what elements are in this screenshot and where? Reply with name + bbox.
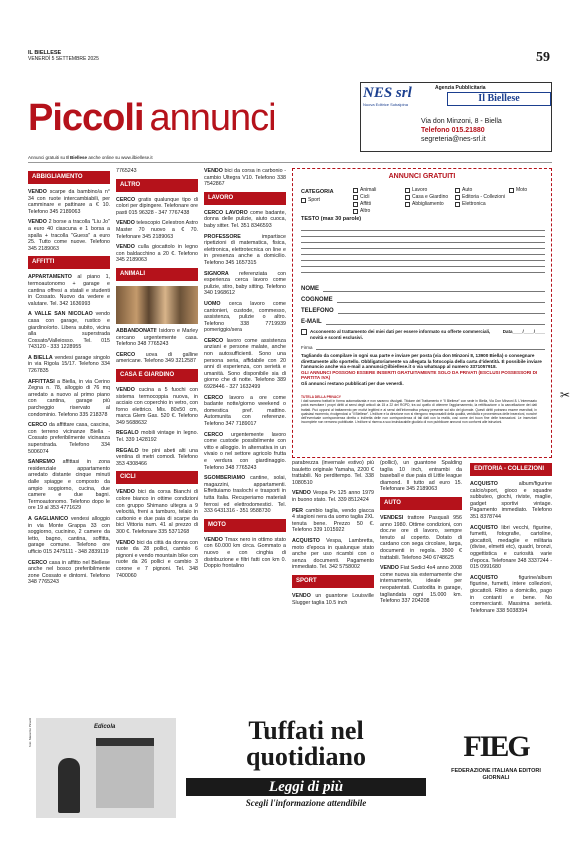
list-item: VENDESI trattore Pasquali 956 anno 1980. Ottime condizioni, con doc.ne ore di lavoro, sempre tenuto al coperto. Dotato di cardano con sega circolare, larga, documenti in regola. 3500 € trattabili. Telefono 340 6748625 [380,514,462,561]
section-sport: SPORT [292,575,374,588]
list-item: CERCO urgentemente lavoro come custode possibilmente con vitto e alloggio. In alternativa in un vivaio o nel settore agricolo frutta e verdura con giardinaggio. Telefono 348 7765243 [204,431,286,471]
section-animali: ANIMALI [116,268,198,281]
instructions-duration: Gli annunci restano pubblicati per due venerdì. [301,380,404,386]
tagline-bold: Il Biellese [66,155,88,160]
signature-field[interactable]: Firma [301,345,545,350]
newsstand-illustration [36,718,176,818]
scissors-icon: ✂ [560,388,571,402]
issue-date: VENERDÌ 5 SETTEMBRE 2025 [28,56,99,62]
list-item: CERCO LAVORO come badante, donna delle pulizie, aiuto cuoca, baby sitter. Tel. 351 8346593 [204,209,286,229]
person-silhouette [58,758,80,813]
list-item: CERCO casa in affitto nel Biellese anche nel bosco preferibilmente zone Cossato e dintorni. Telefono 348 7765243 [28,559,110,586]
category-checkbox-sport[interactable]: Sport [301,197,320,203]
kiosk-shape [96,738,154,808]
section-casa-giardino: CASA E GIARDINO [116,369,198,382]
date-label: Data____/____/____ [502,329,545,334]
list-item: ABBANDONATI! Isidoro e Marley cercano urgentemente casa. Telefono 348 7765243 [116,327,198,348]
column-6 [470,460,552,618]
list-item: VENDO un guantone Louisville Slugger taglia 10.5 inch [292,592,374,606]
privacy-notice [301,395,537,424]
section-altro: ALTRO [116,179,198,192]
contact-fields [301,281,545,325]
column-4 [292,460,374,610]
coupon-title: ANNUNCI GRATUITI [388,173,456,180]
agency-address: Via don Minzoni, 8 - Biella [421,118,502,125]
fieg-banner [28,710,552,825]
list-item: REGALO mobili vintage in legno. Tel. 339 1428192 [116,430,198,444]
category-checkbox-altro[interactable]: Altro [353,208,403,214]
agency-phone: Telefono 015.21880 [421,127,485,134]
category-checkbox-affitti[interactable]: Affitti [353,201,403,207]
agency-email: segreteria@nes-srl.it [421,136,486,143]
fieg-name: FEDERAZIONE ITALIANA EDITORI GIORNALI [451,768,541,781]
section-editoria: EDITORIA - COLLEZIONI [470,463,552,476]
tagline-post: anche online su www.ilbiellese.it [88,155,153,160]
list-item: CERCO lavoro come assistenza anziani e persone malate, anche non autosufficienti. Sono una persona seria, affidabile con 20 anni di esperienza, con serietà e umanità. Sono disponibile sia di giorno che di notte. Telefono 389 6928446 - 327 1632499 [204,337,286,391]
column-5 [380,460,462,609]
category-label: CATEGORIA [301,189,334,195]
list-item: ACQUISTO libri vecchi, figurine, fumetti, fotografie, cartoline, giocattoli, medaglie e militaria (divise, elmetti etc), quadri, bronzi, oggettistica e curiosità varie d'epoca. Telefonare 348 3337244 - 015 0991680 [470,524,552,571]
instructions-text: Tagliando da compilare in ogni sua parte e inviare per posta (via don Minzoni 8, 13900 Biella) o consegnare direttamente allo sportello. Obbligatoriamente va allegata la fotocopia della carta d'identità. È possibile inviare l'annuncio anche via e-mail a annunci@ilbiellese.it o via whatsapp al numero 3371057918. [301,353,542,370]
tagline [28,155,153,160]
list-item: ACQUISTO figurine/album figurine, fumetti, intere collezioni, giocattoli. Ritiro a domicilio, pago in contanti e bene. No commercianti. Massima serietà. Telefonare 338 5038394 [470,574,552,614]
category-checkbox-animali[interactable]: Animali [353,187,403,193]
list-item: UOMO cerca lavoro come cantonieri, custode, commesso, assistenza, pulizie o altro. Telefono 338 7719939 pomeriggio/sera [204,300,286,334]
list-item: VENDO culla giocattolo in legno con baldacchino a 20 €. Telefono 345 2189063 [116,244,198,264]
fieg-mark: FIEG [463,730,529,763]
instructions-private-only: GLI ANNUNCI POSSONO ESSERE INSERITI GRATUITAMENTE SOLO DA PRIVATI (ESCLUSI POSSESSORI DI PARTITA IVA) [301,369,538,381]
fieg-logo [446,730,546,782]
consent-checkbox[interactable] [301,329,307,335]
list-item: VENDO cucina a 5 fuochi con sistema termocoppia nuova, in acciaio con coperchio in vetro, con forno elettrico. Mis. 80x50 cm, marca Glem Gas. 520 €. Telefono 349 5688632 [116,386,198,426]
column-2 [116,168,198,583]
list-item: A BIELLA vendesi garage singolo in via Rigola 15/17. Telefono 334 7267835 [28,354,110,375]
list-item: A GAGLIANICO vendesi alloggio in via Monte Grappa 33 con soggiorno, cucinino, 2 camere da letto, bagno, cantina, soffitta, garage comune. Telefono ore ufficio 015 2475111 - 348 2839119 [28,515,110,555]
list-item: CERCO da affittare casa, cascina, con terreno vicinanze Biella - Cossato preferibilmente vicinanza superstrada. Telefono 334 5006074 [28,422,110,455]
banner-headline: Tuffati nel quotidiano [246,716,366,771]
section-moto: MOTO [204,519,286,532]
section-lavoro: LAVORO [204,192,286,205]
header-rule [28,162,552,163]
list-item: ACQUISTO Vespa, Lambretta, moto d'epoca in qualunque stato anche per uso ricambi con o senza documenti. Pagamento immediato. Tel. 342 5758002 [292,537,374,571]
title-bold: Piccoli [28,97,144,139]
list-item: REGALO tre pini abeti alti una ventina di metri comodi. Telefono 353 4308466 [116,447,198,467]
list-item: CERCO lavoro a ore come badante notte/giorno weekend o domestica pref. mattino. Automunita con referenze. Telefono 347 7189017 [204,394,286,427]
list-item: VENDO bici da città da donna con ruote da 28 pollici, cambio 6 pignoni e vendo mountain bike con ruote da 26 pollici e cambio 3 corone e 7 pignoni. Tel. 348 7400060 [116,539,198,579]
nes-logo [363,85,431,115]
list-item: PROFESSORE impartisce ripetizioni di matematica, fisica, elettronica, elettrotecnica on line e in presenza anche a domicilio. Telefono 345 1657315 [204,233,286,266]
list-item: CERCO uova di galline americane. Telefono 349 3212587 [116,351,198,365]
category-checkbox-lavoro[interactable]: Lavoro [405,187,453,193]
list-item: SANREMO affittasi in zona residenziale appartamento arredato distante cinque minuti dalle spiagge e composto da ampio soggiorno, cucina, due camere e due bagni. Termoautonomo. Telefono dopo le ore 19 al 353 4771629 [28,459,110,512]
nes-logo-text: NES srl [363,85,412,101]
list-item: A VALLE SAN NICOLAO vendo casa con garage, rustico e giardino/orto. Libera subito, vicina alla superstrada Cossato/Valleiosso. Tel. 015 743120 - 333 1228955 [28,311,110,351]
list-item: VENDO 2 borse a tracolla "Liu Jo" a euro 40 ciascuna e 1 borsa a spalla + tracolla "Guess" a euro 25. Tutto come nuove. Telefono 345 2189063 [28,219,111,252]
cats-photo [116,286,198,324]
list-item: VENDO Tmax nero in ottimo stato con 60.000 km circa. Gommato a nuovo e con cinghia di distribuzione e filtri fatti con km 0. Doppio frontalino [204,536,286,570]
list-item: SGOMBERIAMO cantine, solai, magazzini, appartamenti. Effettuiamo traslochi e trasporti in tutta Italia. Recuperiamo materiali ferrosi ed elettrodomestici. Tel. 333 6431316 - 351 9588730 [204,475,286,515]
name-field[interactable]: NOME [301,281,545,292]
email-field[interactable]: E-MAIL [301,314,545,325]
category-checkbox-auto[interactable]: Auto [455,187,507,193]
coupon-instructions [301,353,545,387]
category-checkbox-moto[interactable]: Moto [509,187,549,193]
masthead [28,50,99,62]
section-auto: AUTO [380,497,462,510]
list-item: parabrezza (invernale estivo) più bauletto originale Yamaha, 2200 € trattabili. No perditempo. Tel. 338 1080510 [292,460,374,486]
list-item: VENDO Vespa Px 125 anno 1979 in buono stato. Tel. 339 8512424 [292,490,374,503]
privacy-text: I dati saranno trattati in forma automatizzata e non saranno divulgati. Titolare del Trattamento è "Il Biellese" con sede in Biella, Via Don Minzoni 8. L'interessato potrà esercitare i propri diritti ai sensi degli articoli da 15 a 22 del RGPD, tra cui quello di ottenere l'aggiornamento, la rettificazione o la cancellazione dei dati trattati. Può opporsi al trattamento per motivi legittimi e ai sensi dell'informativa privacy presente sul sito del giornale. Questi diritti potranno essere esercitati, in qualsiasi momento, rivolgendosi a "Il Biellese". L'editore e la direzione non si ritengono responsabili della qualità, veridicità e provenienza delle inserzioni, nonché dell'eventuale corrispondenza diretta o indiretta delle non corrispondenza di tali dati con la realtà, così come dei buon fine delle transazioni. Le inserzioni incomplete non verranno pubblicate. L'editore si riserva a suo insindacabile giudizio di non pubblicare annunci non conformi alle istruzioni. [301,399,537,425]
list-item: 7765243 [116,168,137,174]
text-label: TESTO (max 30 parole) [301,216,362,222]
phone-field[interactable]: TELEFONO [301,303,545,314]
free-ad-coupon [292,168,552,458]
nes-logo-sub: Nuova Editrice Subalpina [363,102,408,107]
list-item: VENDO Fiat Sedici 4x4 anno 2008 come nuova sia esternamente che internamente, ideale per neopatentati. Custodita in garage, tagliandata ogni 15.000 km. Telefono 337 204208 [380,565,462,605]
page-number: 59 [536,50,550,65]
agency-contact [421,117,502,144]
list-item: AFFITTASI a Biella, in via Cerino Zegna n. 78, alloggio di 76 mq arredato a nuovo al primo piano con cantina, garage più parcheggio riservato al condominio. Telefono 335 218378 [28,378,110,418]
banner-subhead: Leggi di più [186,778,426,796]
list-item: VENDO bici da corsa Bianchi di colore bianco in ottime condizioni con gruppo Shimano ultegra a 9 velocità, freni a tamburo, telaio in carbonio e due paia di scarpe da bici Vittoria num. 41 al prezzo di 300 €. Telefonare 335 5371268 [116,489,198,535]
consent-row [301,329,545,340]
category-checkbox-abbigliamento[interactable]: Abbigliamento [405,201,453,207]
category-checkbox-casa-giardino[interactable]: Casa e Giardino [405,194,453,200]
section-affitti: AFFITTI [28,256,110,269]
section-cicli: CICLI [116,471,198,484]
agency-ad [360,82,552,152]
list-item: APPARTAMENTO al piano 1, termoautonomo + garage e cantina offresi a statali e studenti in Cossato. Nuovo da vedere e valutare. Tel. 342 1636993 [28,274,110,307]
banner-tagline: Scegli l'informazione attendibile [245,798,367,808]
surname-field[interactable]: COGNOME [301,292,545,303]
photo-credit: foto: Massimo Picardi [28,718,32,747]
agency-label: Agenzia Pubblicitaria [435,85,486,91]
page-title [28,98,276,138]
list-item: VENDO scarpe da bambino/a n° 34 con ruote intercambiabili, per camminare e pattinare a € 10. Telefono 345 2189063 [28,189,110,215]
list-item: ACQUISTO album/figurine calcio/sport, gioco e squadre subbuteo, giochi, riviste, maglie, gadget sportivi vintage. Pagamento immediato. Telefono 351 8378744 [470,481,552,520]
list-item: CERCO gratis qualunque tipo di colori per dipingere. Telefonare ore pasti 015 96328 - 347 7767438 [116,196,198,216]
column-1 [28,168,110,590]
list-item: VENDO bici da corsa in carbonio - cambio Ultegra V10. Telefono 338 7542867 [204,168,286,188]
newsstand-sign: Edicola [94,724,116,730]
category-checkbox-cicli[interactable]: Cicli [353,194,403,200]
tagline-pre: Annunci gratuiti su [28,155,66,160]
paper-logo: Il Biellese [447,92,551,106]
category-options [353,187,547,214]
consent-text: Acconsento al trattamento dei miei dati per essere informato su offerte commerciali, novità e sconti esclusivi. [310,329,491,340]
list-item: PER cambio taglia, vendo giacca 4 stagioni nera da uomo taglia 2XL tenuta bene. Prezzo 50 €. Telefono 339 1015922 [292,507,374,534]
list-item: (pollici), un guantone Spalding taglia 10 inch, entrambi da baseball e due paia di Little league diamond. Il tutto ad euro 15. Telefonare 345 2189063 [380,460,462,493]
list-item: VENDO telescopio Celestron Astro Master 70 nuovo a € 70. Telefonare 345 2189063 [116,220,198,240]
list-item: SIGNORA referenziata con esperienza cerca lavoro come pulizie, stiro, baby sitting. Telefono 340 1968612 [204,270,286,297]
category-checkbox-elettronica[interactable]: Elettronica [455,201,549,207]
category-checkbox-editoria[interactable]: Editoria - Collezioni [455,194,549,200]
privacy-heading: TUTELA DELLA PRIVACY [301,395,341,399]
publication-name: IL BIELLESE [28,50,62,56]
text-lines[interactable] [301,225,545,273]
title-light: annunci [149,97,276,139]
section-abbigliamento: ABBIGLIAMENTO [28,171,110,184]
column-3 [204,168,286,574]
